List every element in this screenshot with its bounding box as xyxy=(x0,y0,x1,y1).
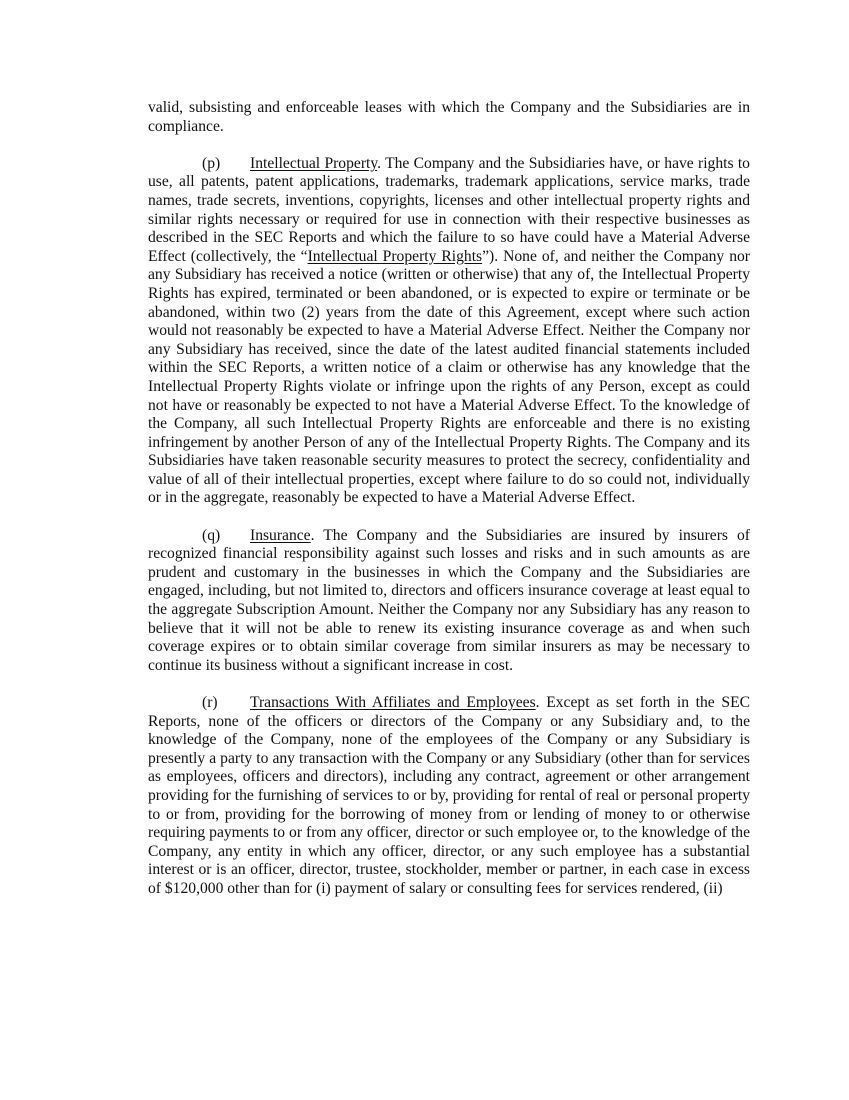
paragraph-spacer xyxy=(148,508,750,527)
paragraph-p xyxy=(148,155,750,508)
section-heading-q: Insurance xyxy=(250,526,311,544)
section-number-p: (p) xyxy=(202,154,221,172)
continuation-text: valid, subsisting and enforceable leases with which the Company and the Subsidiaries are in compliance. xyxy=(148,99,750,135)
section-heading-r: Transactions With Affiliates and Employees xyxy=(250,694,536,711)
section-heading-p: Intellectual Property xyxy=(250,154,378,172)
section-number-q: (q) xyxy=(202,526,221,544)
paragraph-spacer xyxy=(148,136,750,155)
paragraph-r xyxy=(148,694,750,899)
paragraph-continuation xyxy=(148,99,750,136)
document-page xyxy=(148,99,750,899)
paragraph-spacer xyxy=(148,675,750,694)
section-text-p-1: . The Company and the Subsidiaries have, or have rights to use, all patents, patent applications, trademarks, trademark applications, service marks, trade names, trade secrets, inventions, copyrights, licenses and other intellectual property rights and similar rights necessary or required for use in connection with their respective businesses as described in the SEC Reports and which the failure to so have could have a Material Adverse Effect (collectively, the “ xyxy=(148,154,750,265)
section-number-r: (r) xyxy=(202,694,218,711)
section-text-r: . Except as set forth in the SEC Reports, none of the officers or directors of the Company or any Subsidiary and, to the knowledge of the Company, none of the employees of the Company or any Subsidiary is presently a party to any transaction with the Company or any Subsidiary (other than for services as employees, officers and directors), including any contract, agreement or other arrangement providing for the furnishing of services to or by, providing for rental of real or personal property to or from, providing for the borrowing of money from or lending of money to or otherwise requiring payments to or from any officer, director or such employee or, to the knowledge of the Company, any entity in which any officer, director, or any such employee has a substantial interest or is an officer, director, trustee, stockholder, member or partner, in each case in excess of $120,000 other than for (i) payment of salary or consulting fees for services rendered, (ii) xyxy=(148,694,750,897)
section-text-q: . The Company and the Subsidiaries are insured by insurers of recognized financial responsibility against such losses and risks and in such amounts as are prudent and customary in the businesses in which the Company and the Subsidiaries are engaged, including, but not limited to, directors and officers insurance coverage at least equal to the aggregate Subscription Amount. Neither the Company nor any Subsidiary has any reason to believe that it will not be able to renew its existing insurance coverage as and when such coverage expires or to obtain similar coverage from similar insurers as may be necessary to continue its business without a significant increase in cost. xyxy=(148,526,750,674)
paragraph-q xyxy=(148,527,750,676)
defined-term-ip-rights: Intellectual Property Rights xyxy=(307,247,483,265)
section-text-p-2: ”). None of, and neither the Company nor any Subsidiary has received a notice (written or otherwise) that any of, the Intellectual Property Rights has expired, terminated or been abandoned, or is expected to expire or terminate or be abandoned, within two (2) years from the date of this Agreement, except where such action would not reasonably be expected to have a Material Adverse Effect. Neither the Company nor any Subsidiary has received, since the date of the latest audited financial statements included within the SEC Reports, a written notice of a claim or otherwise has any knowledge that the Intellectual Property Rights violate or infringe upon the rights of any Person, except as could not have or reasonably be expected to not have a Material Adverse Effect. To the knowledge of the Company, all such Intellectual Property Rights are enforceable and there is no existing infringement by another Person of any of the Intellectual Property Rights. The Company and its Subsidiaries have taken reasonable security measures to protect the secrecy, confidentiality and value of all of their intellectual properties, except where failure to do so could not, individually or in the aggregate, reasonably be expected to have a Material Adverse Effect. xyxy=(148,247,750,507)
